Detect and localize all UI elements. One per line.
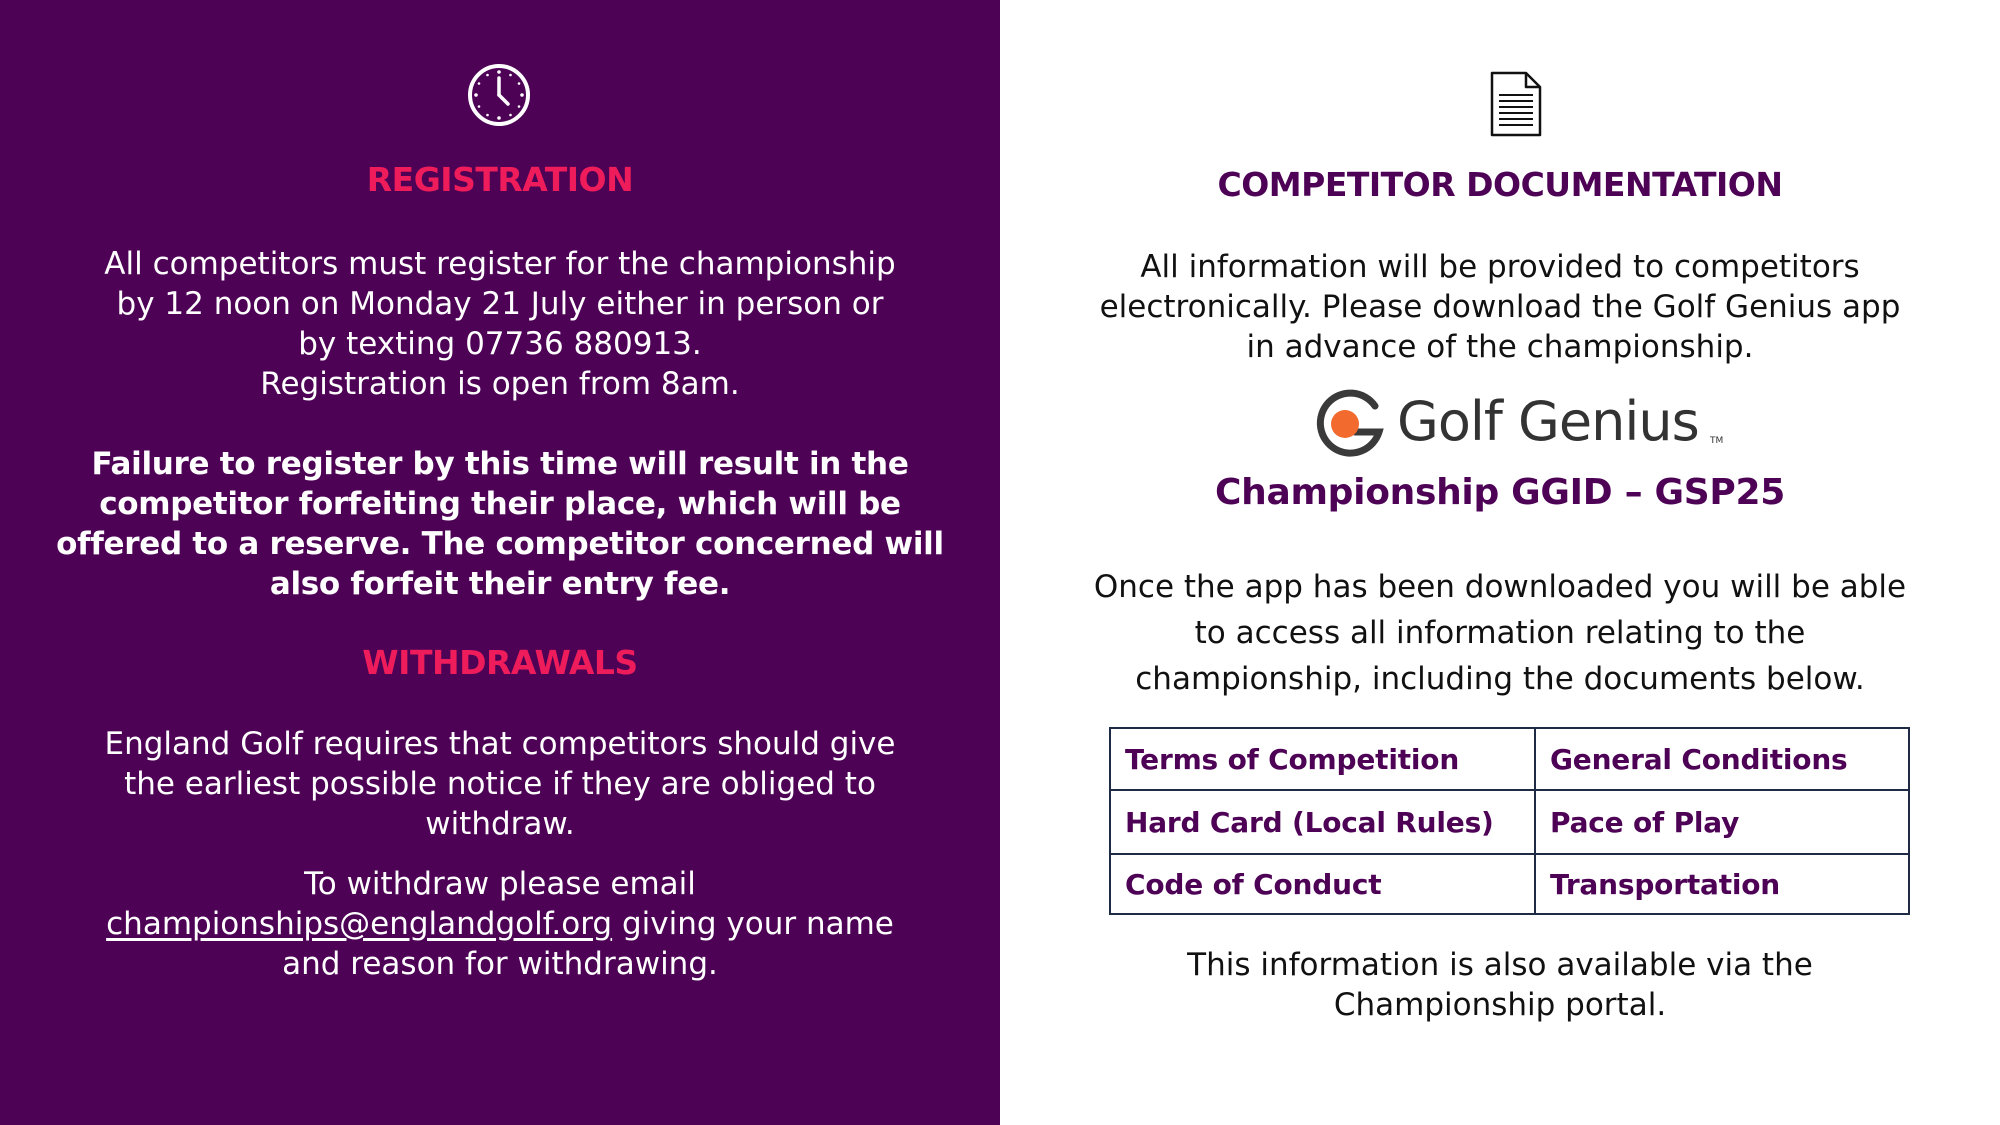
notice-line: the earliest possible notice if they are obliged to	[124, 766, 876, 802]
doc-terms-of-competition[interactable]: Terms of Competition	[1110, 728, 1535, 790]
table-row	[1110, 854, 1909, 914]
instruction-line	[0, 904, 1000, 944]
registration-line: Registration is open from 8am.	[260, 366, 740, 402]
golf-genius-logo	[1315, 388, 1735, 458]
doc-pace-of-play[interactable]: Pace of Play	[1535, 790, 1909, 854]
footer-line: This information is also available via the	[1187, 947, 1813, 983]
withdraw-email-link[interactable]: championships@englandgolf.org	[106, 906, 613, 942]
doc-code-of-conduct[interactable]: Code of Conduct	[1110, 854, 1535, 914]
notice-line: England Golf requires that competitors should give	[104, 726, 896, 762]
documentation-footer	[1000, 945, 2000, 1025]
doc-general-conditions[interactable]: General Conditions	[1535, 728, 1909, 790]
registration-line: by 12 noon on Monday 21 July either in person or	[116, 286, 884, 322]
instruction-suffix: giving your name	[612, 906, 894, 942]
registration-text	[0, 244, 1000, 404]
footer-line: Championship portal.	[1333, 987, 1667, 1023]
warning-line: also forfeit their entry fee.	[269, 566, 731, 602]
intro-line: in advance of the championship.	[1246, 329, 1754, 365]
trademark-mark: TM	[1710, 436, 1724, 446]
table-row	[1110, 728, 1909, 790]
documentation-intro	[1000, 247, 2000, 367]
withdrawals-notice	[0, 724, 1000, 844]
notice-line: withdraw.	[425, 806, 575, 842]
doc-hard-card[interactable]: Hard Card (Local Rules)	[1110, 790, 1535, 854]
championship-ggid: Championship GGID – GSP25	[1215, 472, 1785, 513]
warning-line: competitor forfeiting their place, which will be	[99, 486, 901, 522]
withdrawals-instructions	[0, 864, 1000, 984]
warning-line: Failure to register by this time will result in the	[91, 446, 909, 482]
instruction-line: To withdraw please email	[304, 866, 696, 902]
intro-line: electronically. Please download the Golf Genius app	[1099, 289, 1901, 325]
access-line: championship, including the documents below.	[1135, 661, 1865, 697]
documentation-heading: COMPETITOR DOCUMENTATION	[1217, 165, 1783, 204]
registration-line: by texting 07736 880913.	[298, 326, 702, 362]
withdrawals-heading: WITHDRAWALS	[362, 643, 638, 682]
clock-icon	[467, 63, 531, 127]
documentation-access	[1000, 564, 2000, 702]
registration-warning	[0, 444, 1000, 604]
documents-table	[1109, 727, 1910, 915]
instruction-line: and reason for withdrawing.	[282, 946, 718, 982]
document-icon	[1490, 71, 1542, 137]
table-row	[1110, 790, 1909, 854]
registration-line: All competitors must register for the championship	[104, 246, 896, 282]
intro-line: All information will be provided to competitors	[1140, 249, 1860, 285]
access-line: Once the app has been downloaded you will be able	[1093, 569, 1907, 605]
golf-genius-logo-mark	[1315, 388, 1387, 458]
registration-heading: REGISTRATION	[366, 160, 634, 199]
golf-genius-wordmark: Golf Genius	[1397, 390, 1699, 453]
access-line: to access all information relating to the	[1194, 615, 1806, 651]
warning-line: offered to a reserve. The competitor concerned will	[56, 526, 944, 562]
doc-transportation[interactable]: Transportation	[1535, 854, 1909, 914]
